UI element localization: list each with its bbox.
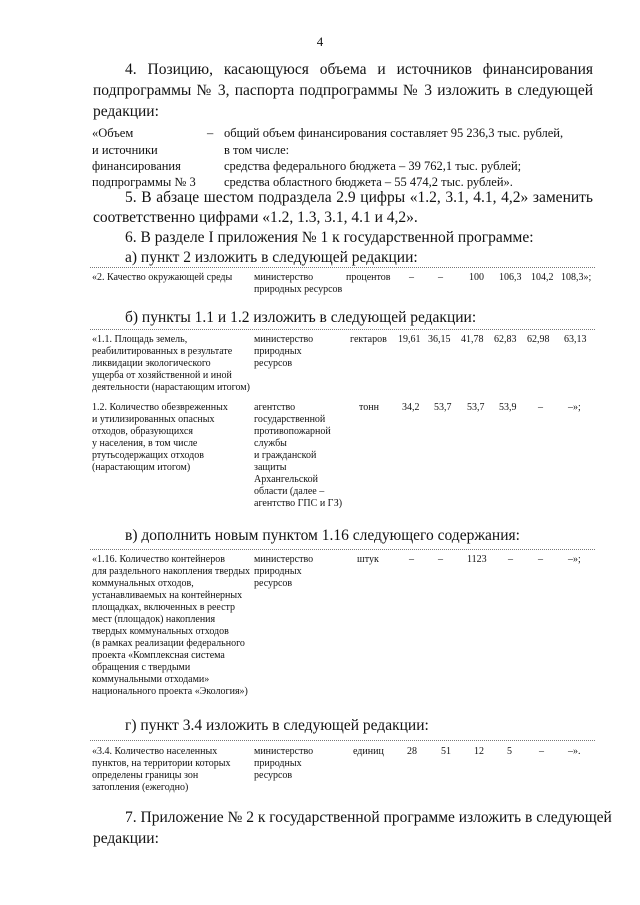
row-a-value-5: 104,2	[531, 272, 554, 283]
row-c-name-7: твердых коммунальных отходов	[92, 626, 229, 637]
row-a-agency-1: министерство	[254, 272, 314, 283]
row-c-name-6: мест (площадок) накопления	[92, 614, 216, 625]
row-c-name-8: (в рамках реализации федерального	[92, 638, 245, 649]
row-b2-value-3: 53,7	[467, 402, 485, 413]
item6-a-heading: а) пункт 2 изложить в следующей редакции:	[125, 249, 418, 266]
row-d-unit: единиц	[353, 746, 384, 757]
row-b2-name-4: у населения, в том числе	[92, 438, 198, 449]
row-b2-value-2: 53,7	[434, 402, 452, 413]
row-d-agency-3: ресурсов	[254, 770, 293, 781]
row-a-name-1: «2. Качество окружающей среды	[92, 272, 233, 283]
row-b1-agency-3: ресурсов	[254, 358, 293, 369]
item4-label-2: и источники	[92, 143, 158, 157]
row-b2-agency-5: и гражданской	[254, 450, 317, 461]
item4-line-1: 4. Позицию, касающуюся объема и источников финансирования	[125, 61, 593, 78]
item4-line-2: подпрограммы № 3, паспорта подпрограммы № 3 изложить в следующей	[93, 82, 593, 99]
item6-c-heading: в) дополнить новым пунктом 1.16 следующего содержания:	[125, 527, 520, 544]
item4-value-2: в том числе:	[224, 143, 290, 157]
row-a-value-2: –	[438, 272, 443, 283]
row-b2-unit: тонн	[359, 402, 379, 413]
row-c-name-2: для раздельного накопления твердых	[92, 566, 251, 577]
row-d-agency-1: министерство	[254, 746, 314, 757]
row-b1-value-2: 36,15	[428, 334, 451, 345]
row-d-name-2: пунктов, на территории которых	[92, 758, 231, 769]
row-a-value-1: –	[409, 272, 414, 283]
item7-line-1: 7. Приложение № 2 к государственной программе изложить в следующей	[125, 809, 612, 826]
table-rule-d	[90, 740, 595, 741]
row-c-agency-3: ресурсов	[254, 578, 293, 589]
row-b2-value-4: 53,9	[499, 402, 517, 413]
row-b1-agency-2: природных	[254, 346, 302, 357]
item4-label-1: «Объем	[92, 126, 134, 140]
row-a-agency-2: природных ресурсов	[254, 284, 343, 295]
row-b2-agency-8: области (далее –	[254, 486, 325, 497]
row-a-unit: процентов	[346, 272, 391, 283]
row-d-value-1: 28	[407, 746, 417, 757]
row-c-value-3: 1123	[467, 554, 487, 565]
row-c-value-4: –	[508, 554, 513, 565]
row-b2-name-2: и утилизированных опасных	[92, 414, 215, 425]
row-b2-agency-2: государственной	[254, 414, 326, 425]
row-c-value-6: –»;	[568, 554, 581, 565]
row-c-unit: штук	[357, 554, 379, 565]
row-b1-name-3: ликвидации экологического	[92, 358, 211, 369]
row-b1-name-1: «1.1. Площадь земель,	[92, 334, 188, 345]
row-b2-name-1: 1.2. Количество обезвреженных	[92, 402, 228, 413]
row-c-value-1: –	[409, 554, 414, 565]
item4-label-4: подпрограммы № 3	[92, 175, 196, 189]
row-b2-value-6: –»;	[568, 402, 581, 413]
row-b1-name-4: ущерба от хозяйственной и иной	[92, 370, 232, 381]
row-c-value-2: –	[438, 554, 443, 565]
row-c-name-3: коммунальных отходов,	[92, 578, 194, 589]
row-d-value-3: 12	[474, 746, 484, 757]
row-b2-agency-7: Архангельской	[254, 474, 318, 485]
row-d-name-3: определены границы зон	[92, 770, 199, 781]
row-d-value-6: –».	[568, 746, 581, 757]
row-b2-name-5: ртутьсодержащих отходов	[92, 450, 204, 461]
row-b1-value-5: 62,98	[527, 334, 550, 345]
item6-b-heading: б) пункты 1.1 и 1.2 изложить в следующей редакции:	[125, 309, 477, 326]
row-b1-name-5: деятельности (нарастающим итогом)	[92, 382, 250, 393]
row-c-name-11: коммунальными отходами»	[92, 674, 210, 685]
row-b2-agency-6: защиты	[254, 462, 287, 473]
table-rule-b	[90, 329, 595, 330]
item5-line-2: соответственно цифрами «1.2, 1.3, 3.1, 4.1 и 4,2».	[93, 209, 418, 226]
item4-label-3: финансирования	[92, 159, 181, 173]
item4-value-1: общий объем финансирования составляет 95 236,3 тыс. рублей,	[224, 126, 564, 140]
row-b2-agency-3: противопожарной	[254, 426, 331, 437]
row-c-agency-1: министерство	[254, 554, 314, 565]
item6-d-heading: г) пункт 3.4 изложить в следующей редакции:	[125, 717, 429, 734]
item4-line-3: редакции:	[93, 103, 159, 120]
row-b1-agency-1: министерство	[254, 334, 314, 345]
row-b1-value-3: 41,78	[461, 334, 484, 345]
row-c-agency-2: природных	[254, 566, 302, 577]
row-b2-agency-4: службы	[254, 438, 287, 449]
row-b2-value-1: 34,2	[402, 402, 420, 413]
row-c-name-12: национального проекта «Экология»)	[92, 686, 248, 697]
row-b2-name-3: отходов, образующихся	[92, 426, 193, 437]
row-b2-agency-9: агентство ГПС и ГЗ)	[254, 498, 343, 509]
row-d-value-4: 5	[507, 746, 512, 757]
row-b1-value-6: 63,13	[564, 334, 587, 345]
row-c-name-1: «1.16. Количество контейнеров	[92, 554, 225, 565]
item4-dash: –	[207, 126, 214, 140]
item4-value-3: средства федерального бюджета – 39 762,1 тыс. рублей;	[224, 159, 522, 173]
table-rule-a	[90, 267, 595, 268]
row-b2-name-6: (нарастающим итогом)	[92, 462, 191, 473]
row-b1-name-2: реабилитированных в результате	[92, 346, 233, 357]
row-c-value-5: –	[538, 554, 543, 565]
table-rule-c	[90, 549, 595, 550]
item7-line-2: редакции:	[93, 830, 159, 847]
row-c-name-4: устанавливаемых на контейнерных	[92, 590, 243, 601]
row-b1-unit: гектаров	[350, 334, 387, 345]
row-b1-value-1: 19,61	[398, 334, 421, 345]
row-d-name-4: затопления (ежегодно)	[92, 782, 189, 793]
row-a-value-6: 108,3»;	[561, 272, 592, 283]
row-a-value-3: 100	[469, 272, 484, 283]
row-d-name-1: «3.4. Количество населенных	[92, 746, 218, 757]
row-b1-value-4: 62,83	[494, 334, 517, 345]
row-d-agency-2: природных	[254, 758, 302, 769]
row-d-value-2: 51	[441, 746, 451, 757]
item4-value-4: средства областного бюджета – 55 474,2 тыс. рублей».	[224, 175, 513, 189]
row-c-name-5: площадках, включенных в реестр	[92, 602, 236, 613]
item5-line-1: 5. В абзаце шестом подраздела 2.9 цифры «1.2, 3.1, 4.1, 4,2» заменить	[125, 189, 593, 206]
row-d-value-5: –	[539, 746, 544, 757]
item6-line: 6. В разделе I приложения № 1 к государственной программе:	[125, 229, 534, 246]
row-b2-agency-1: агентство	[254, 402, 296, 413]
row-c-name-9: проекта «Комплексная система	[92, 650, 225, 661]
row-b2-value-5: –	[538, 402, 543, 413]
row-a-value-4: 106,3	[499, 272, 522, 283]
page-number: 4	[316, 34, 324, 49]
row-c-name-10: обращения с твердыми	[92, 662, 191, 673]
